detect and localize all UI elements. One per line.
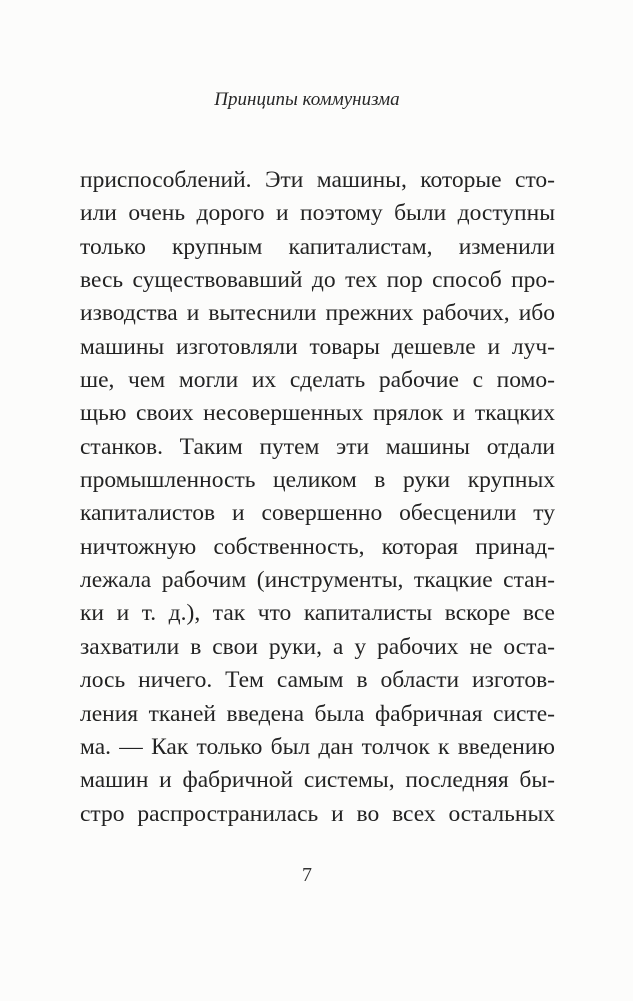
text-line: станков. Таким путем эти машины отдали [80, 433, 555, 460]
text-line: лежала рабочим (инструменты, ткацкие стан- [80, 567, 555, 594]
page-number: 7 [302, 864, 312, 886]
body-paragraph [80, 164, 555, 831]
text-line: ничтожную собственность, которая принад- [80, 533, 555, 560]
text-line: ления тканей введена была фабричная систе- [80, 700, 555, 727]
text-line: щью своих несовершенных прялок и ткацких [80, 400, 555, 427]
text-line: лось ничего. Тем самым в области изготов- [80, 667, 555, 694]
running-head: Принципы коммунизма [214, 89, 400, 110]
text-line: машины изготовляли товары дешевле и луч- [80, 333, 555, 360]
text-line: изводства и вытеснили прежних рабочих, ибо [80, 300, 555, 327]
text-line: захватили в свои руки, а у рабочих не оста- [80, 633, 555, 660]
text-line: или очень дорого и поэтому были доступны [80, 200, 555, 227]
text-line: капиталистов и совершенно обесценили ту [80, 500, 555, 527]
text-line: ма. — Как только был дан толчок к введению [80, 733, 555, 760]
text-line: приспособлений. Эти машины, которые сто- [80, 167, 555, 193]
text-line: промышленность целиком в руки крупных [80, 467, 555, 494]
text-line: ше, чем могли их сделать рабочие с помо- [80, 367, 555, 394]
text-line: только крупным капиталистам, изменили [80, 233, 555, 260]
text-line: машин и фабричной системы, последняя бы- [80, 767, 555, 794]
text-line: весь существовавший до тех пор способ про- [80, 267, 555, 294]
text-line: стро распространилась и во всех остальных [80, 800, 555, 827]
text-line: ки и т. д.), так что капиталисты вскоре все [80, 600, 555, 627]
